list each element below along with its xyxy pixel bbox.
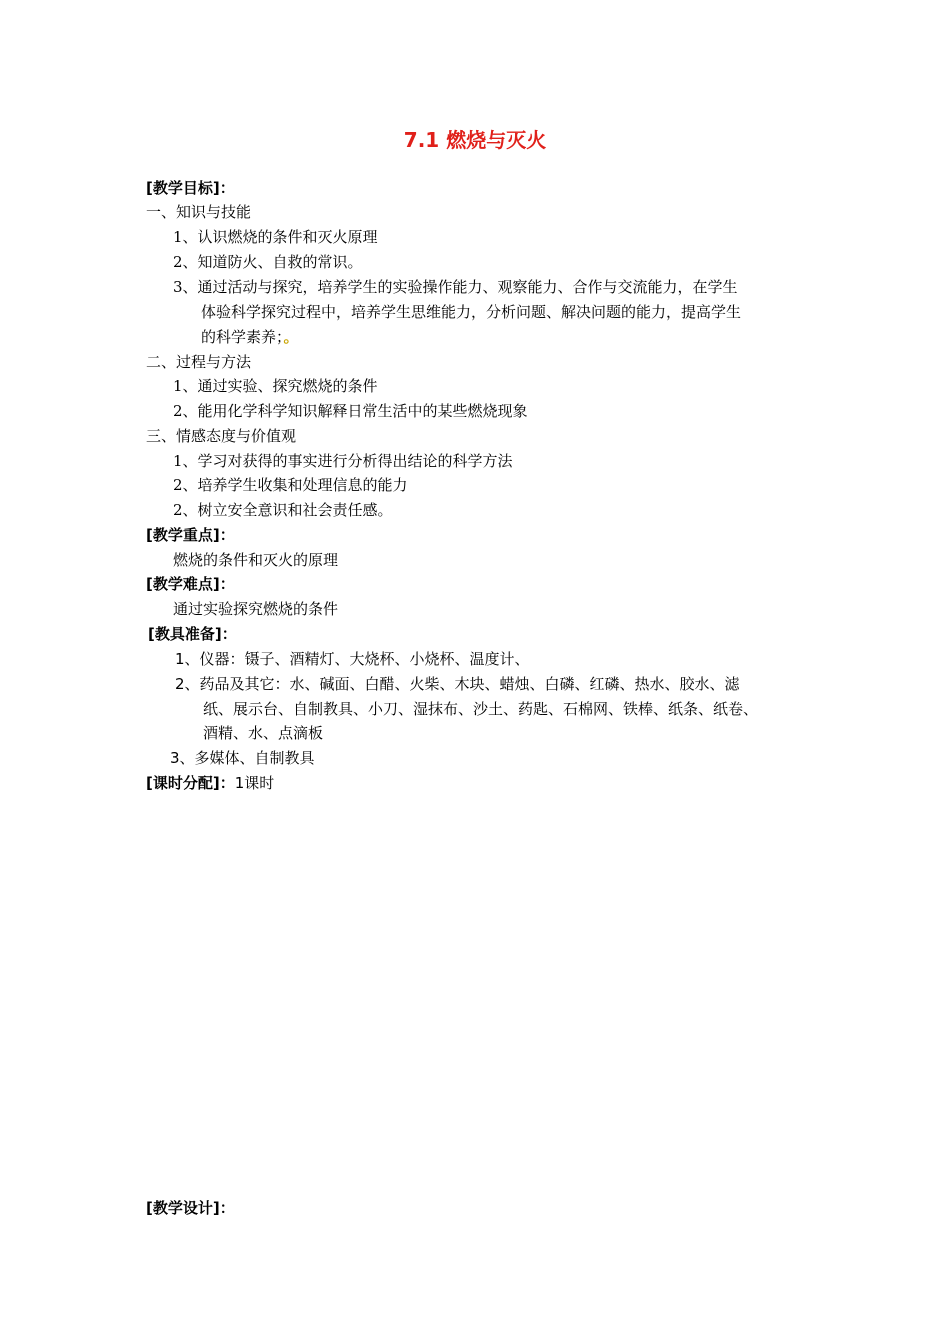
goals-section-1-item-2: 2、知道防火、自救的常识。 bbox=[173, 253, 363, 271]
goals-section-3-item-2: 2、培养学生收集和处理信息的能力 bbox=[173, 476, 408, 494]
tools-item-3: 3、多媒体、自制教具 bbox=[170, 749, 315, 767]
design-heading: [教学设计]： bbox=[146, 1199, 235, 1217]
goals-section-1-item-3-mark: 。 bbox=[283, 328, 299, 346]
difficulty-text: 通过实验探究燃烧的条件 bbox=[173, 600, 339, 618]
difficulty-heading: [教学难点]： bbox=[146, 575, 235, 593]
hours-heading: [课时分配]： bbox=[146, 774, 235, 792]
tools-item-2-line-3: 酒精、水、点滴板 bbox=[203, 724, 324, 742]
tools-item-2-line-1: 2、药品及其它：水、碱面、白醋、火柴、木块、蜡烛、白磷、红磷、热水、胶水、滤 bbox=[175, 675, 740, 693]
goals-section-2-item-1: 1、通过实验、探究燃烧的条件 bbox=[173, 377, 378, 395]
goals-section-3-item-1: 1、学习对获得的事实进行分析得出结论的科学方法 bbox=[173, 452, 513, 470]
hours-text: 1课时 bbox=[234, 774, 275, 792]
tools-item-1: 1、仪器：镊子、酒精灯、大烧杯、小烧杯、温度计、 bbox=[175, 650, 530, 668]
goals-section-2-label: 二、过程与方法 bbox=[146, 353, 252, 371]
goals-section-1-label: 一、知识与技能 bbox=[146, 203, 252, 221]
hours-line bbox=[146, 773, 274, 793]
tools-heading: [教具准备]： bbox=[148, 625, 237, 643]
goals-section-1-item-3-line-2: 体验科学探究过程中，培养学生思维能力，分析问题、解决问题的能力，提高学生 bbox=[201, 303, 742, 321]
goals-section-3-item-3: 2、树立安全意识和社会责任感。 bbox=[173, 501, 393, 519]
goals-section-1-item-3-line-3 bbox=[201, 327, 299, 347]
key-points-heading: [教学重点]： bbox=[146, 526, 235, 544]
goals-section-2-item-2: 2、能用化学科学知识解释日常生活中的某些燃烧现象 bbox=[173, 402, 528, 420]
tools-item-2-line-2: 纸、展示台、自制教具、小刀、湿抹布、沙土、药匙、石棉网、铁棒、纸条、纸卷、 bbox=[203, 700, 759, 718]
goals-section-3-label: 三、情感态度与价值观 bbox=[146, 427, 297, 445]
key-points-text: 燃烧的条件和灭火的原理 bbox=[173, 551, 339, 569]
goals-heading: [教学目标]： bbox=[146, 179, 235, 197]
goals-section-1-item-3-line-1: 3、通过活动与探究，培养学生的实验操作能力、观察能力、合作与交流能力，在学生 bbox=[173, 278, 738, 296]
document-title: 7.1 燃烧与灭火 bbox=[403, 128, 547, 152]
goals-section-1-item-3-line-3-text: 的科学素养； bbox=[201, 328, 284, 346]
goals-section-1-item-1: 1、认识燃烧的条件和灭火原理 bbox=[173, 228, 378, 246]
